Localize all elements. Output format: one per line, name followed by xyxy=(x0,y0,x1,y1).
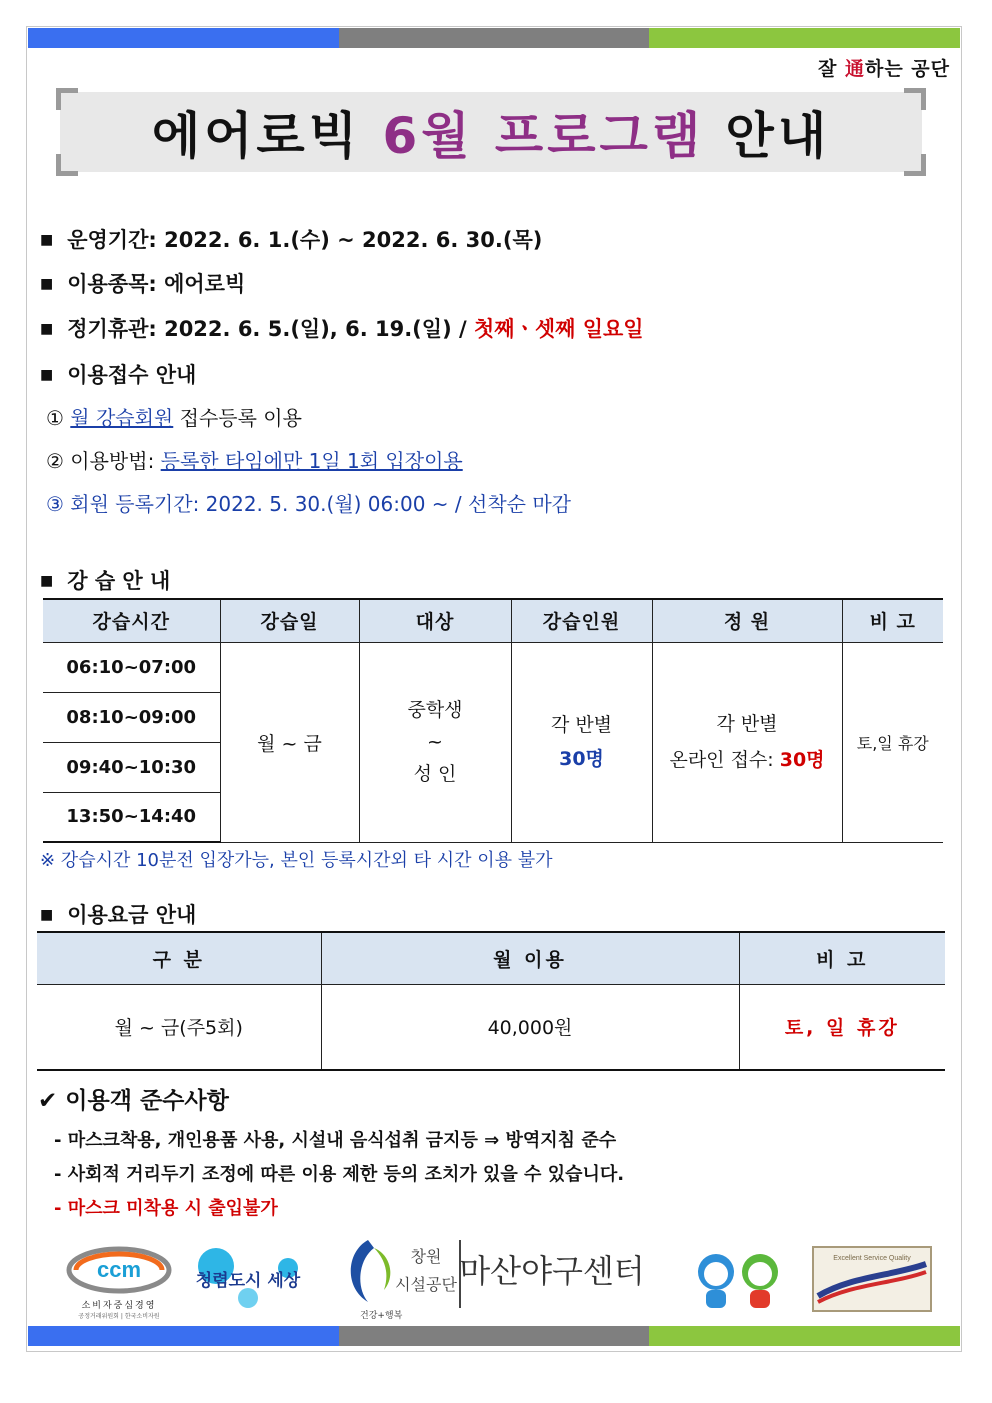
fee-remark-cell: 토, 일 휴강 xyxy=(739,984,945,1070)
lesson-header-cell: 강습일 xyxy=(220,599,359,642)
square-bullet-icon: ■ xyxy=(40,573,54,589)
lesson-remark-cell: 토,일 휴강 xyxy=(842,642,943,842)
fee-header-row xyxy=(37,932,945,984)
ccm-text: ccm xyxy=(96,1257,142,1282)
lesson-days-cell xyxy=(220,642,359,842)
logo-strip xyxy=(28,1232,960,1324)
bar-blue xyxy=(28,28,339,48)
lesson-header-row xyxy=(43,599,943,642)
ccm-sub: 소비자중심경영 xyxy=(81,1301,157,1311)
corp-name-1: 창원 xyxy=(410,1247,442,1266)
reception-1-suffix: 접수등록 이용 xyxy=(173,406,302,430)
info-closed-text: 정기휴관: 2022. 6. 5.(일), 6. 19.(일) / xyxy=(67,317,474,341)
table-row xyxy=(37,984,945,1070)
ccm-sub2: 공정거래위원회 | 한국소비자원 xyxy=(78,1313,160,1320)
bar-gray xyxy=(339,1326,650,1346)
center-name: 마산야구센터 xyxy=(459,1252,645,1290)
rule-item: - 마스크 미착용 시 출입불가 xyxy=(54,1198,278,1219)
lesson-count-cell xyxy=(511,642,652,842)
lesson-heading-text: 강 습 안 내 xyxy=(67,569,171,593)
center-logo xyxy=(338,1232,650,1324)
page-title xyxy=(152,96,830,168)
corp-side-text: 건강+행복 xyxy=(360,1311,403,1321)
clean-text: 청렴도시 세상 xyxy=(195,1271,301,1291)
lesson-target-1: 중학생 xyxy=(407,699,463,721)
title-corner xyxy=(904,154,926,176)
slogan xyxy=(818,54,950,81)
square-bullet-icon: ■ xyxy=(40,367,54,383)
fee-heading xyxy=(40,899,196,929)
square-bullet-icon: ■ xyxy=(40,907,54,923)
fee-category-cell: 월 ~ 금(주5회) xyxy=(37,984,321,1070)
info-reception-text: 이용접수 안내 xyxy=(67,363,197,387)
lesson-count-2: 30명 xyxy=(559,748,604,770)
ccm-mark-icon xyxy=(64,1246,174,1294)
info-item xyxy=(40,268,245,298)
certificate-icon xyxy=(812,1246,932,1312)
square-bullet-icon: ■ xyxy=(40,276,54,292)
mascot-logo xyxy=(688,1246,788,1316)
lesson-table xyxy=(43,598,943,843)
lesson-header-cell: 강습시간 xyxy=(43,599,220,642)
certificate-text: Excellent Service Quality xyxy=(833,1255,911,1262)
title-corner xyxy=(56,88,78,110)
lesson-header-cell: 정 원 xyxy=(652,599,842,642)
rules-heading: ✔ 이용객 준수사항 xyxy=(38,1088,229,1114)
info-item-text: 이용종목: 에어로빅 xyxy=(67,272,246,296)
reception-2-prefix: ② 이용방법: xyxy=(46,449,161,473)
info-period xyxy=(40,224,542,254)
square-bullet-icon: ■ xyxy=(40,321,54,337)
lesson-days: 월 ~ 금 xyxy=(257,732,322,755)
fee-header-cell: 월 이용 xyxy=(321,932,739,984)
clean-mark-icon xyxy=(188,1246,308,1316)
mascot-icon xyxy=(688,1246,788,1316)
bar-gray xyxy=(339,28,650,48)
lesson-time-cell: 09:40~10:30 xyxy=(43,742,220,792)
lesson-capacity-cell xyxy=(652,642,842,842)
title-corner xyxy=(56,154,78,176)
fee-header-cell: 비 고 xyxy=(739,932,945,984)
certificate-logo xyxy=(812,1246,932,1312)
bar-green xyxy=(649,1326,960,1346)
title-part2: 안내 xyxy=(704,107,831,165)
lesson-capacity-3: 30명 xyxy=(779,749,825,771)
lesson-header-cell: 강습인원 xyxy=(511,599,652,642)
bar-green xyxy=(649,28,960,48)
fee-header-cell: 구 분 xyxy=(37,932,321,984)
rule-item: - 사회적 거리두기 조정에 따른 이용 제한 등의 조치가 있을 수 있습니다. xyxy=(54,1164,625,1185)
reception-3-text: ③ 회원 등록기간: 2022. 5. 30.(월) 06:00 ~ / 선착순 마감 xyxy=(46,492,571,516)
top-color-bar xyxy=(28,28,960,48)
title-accent: 6월 프로그램 xyxy=(382,107,705,165)
lesson-note: ※ 강습시간 10분전 입장가능, 본인 등록시간외 타 시간 이용 불가 xyxy=(40,850,553,871)
title-corner xyxy=(904,88,926,110)
info-period-text: 운영기간: 2022. 6. 1.(수) ~ 2022. 6. 30.(목) xyxy=(67,228,543,252)
lesson-capacity-1: 각 반별 xyxy=(716,713,778,735)
lesson-target-3: 성 인 xyxy=(413,763,457,785)
table-row xyxy=(43,642,943,692)
lesson-capacity-line xyxy=(653,742,842,778)
lesson-time-cell: 13:50~14:40 xyxy=(43,792,220,842)
lesson-header-cell: 대상 xyxy=(359,599,511,642)
lesson-header-cell: 비 고 xyxy=(842,599,943,642)
reception-item-1 xyxy=(46,402,302,431)
title-part1: 에어로빅 xyxy=(151,107,383,165)
slogan-highlight: 通 xyxy=(844,58,865,80)
slogan-pre: 잘 xyxy=(817,58,845,80)
reception-item-2 xyxy=(46,445,463,474)
square-bullet-icon: ■ xyxy=(40,232,54,248)
slogan-post: 하는 공단 xyxy=(864,58,950,80)
reception-2-underlined: 등록한 타임에만 1일 1회 입장이용 xyxy=(160,449,463,473)
lesson-time-cell: 08:10~09:00 xyxy=(43,692,220,742)
clean-logo xyxy=(188,1246,308,1316)
lesson-heading xyxy=(40,565,170,595)
lesson-time-cell: 06:10~07:00 xyxy=(43,642,220,692)
reception-item-3 xyxy=(46,488,571,517)
fee-price-cell: 40,000원 xyxy=(321,984,739,1070)
lesson-count-1: 각 반별 xyxy=(550,714,613,736)
rule-item: - 마스크착용, 개인용품 사용, 시설내 음식섭취 금지등 ⇒ 방역지침 준수 xyxy=(54,1130,617,1151)
lesson-capacity-2: 온라인 접수: xyxy=(669,749,780,771)
corp-mark-icon xyxy=(338,1232,650,1324)
bottom-color-bar xyxy=(28,1326,960,1346)
corp-name-2: 시설공단 xyxy=(395,1275,457,1294)
fee-heading-text: 이용요금 안내 xyxy=(67,903,197,927)
reception-1-prefix: ① xyxy=(46,406,71,430)
reception-1-underlined: 월 강습회원 xyxy=(70,406,174,430)
lesson-target-cell xyxy=(359,642,511,842)
title-box xyxy=(60,92,922,172)
bar-blue xyxy=(28,1326,339,1346)
ccm-logo xyxy=(64,1246,174,1321)
info-reception xyxy=(40,359,196,389)
lesson-target-2: ~ xyxy=(427,731,443,753)
info-closed-red: 첫째ㆍ셋째 일요일 xyxy=(473,317,644,341)
info-closed xyxy=(40,313,644,343)
fee-table xyxy=(37,931,945,1071)
